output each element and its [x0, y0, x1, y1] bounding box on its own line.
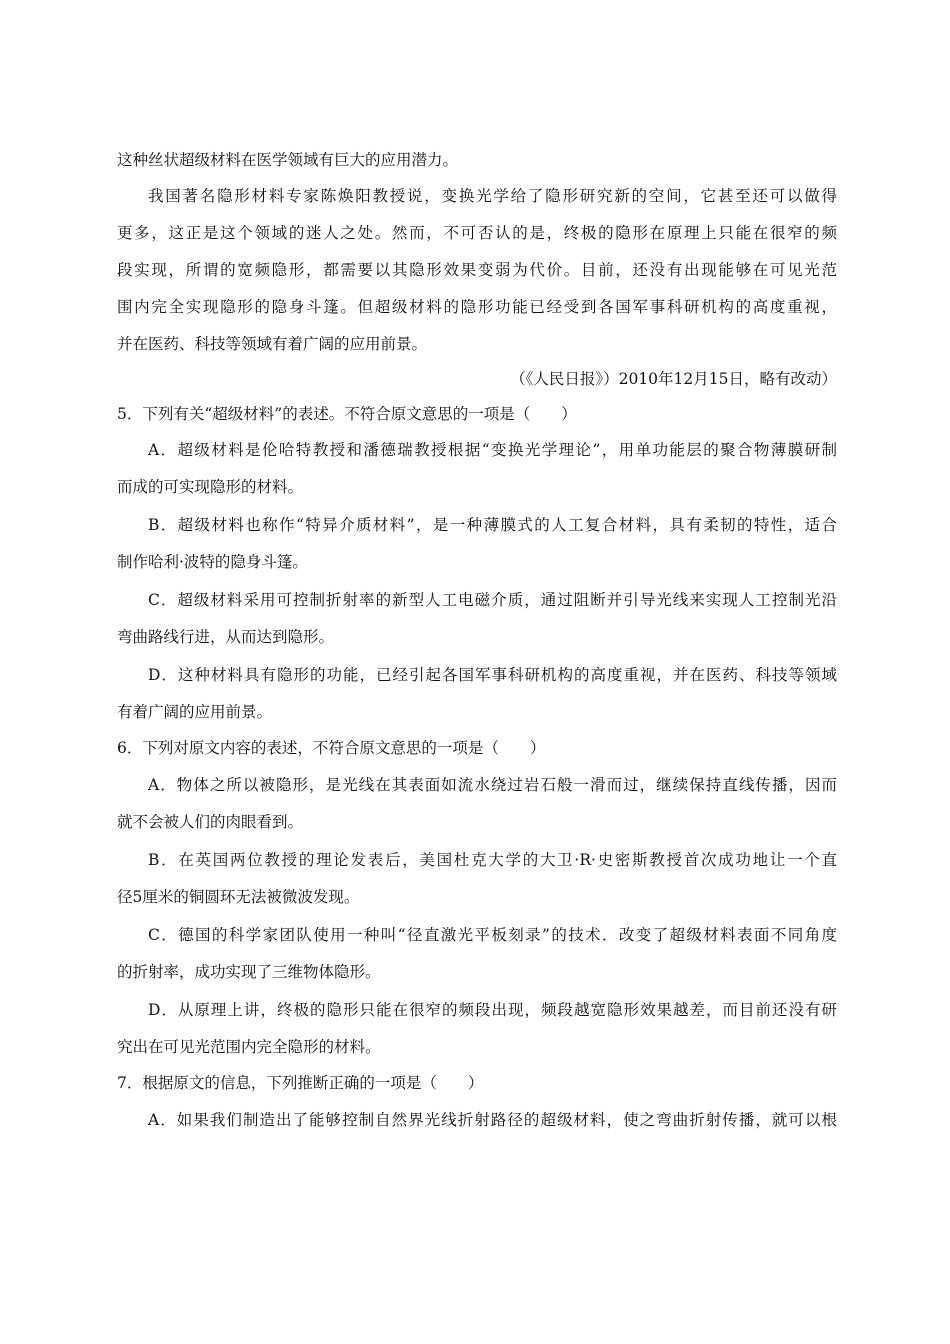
- question-stem: 7．根据原文的信息，下列推断正确的一项是（ ）: [117, 1074, 484, 1092]
- option-line: 究出在可见光范围内完全隐形的材料。: [117, 1038, 381, 1056]
- option-line: 有着广阔的应用前景。: [117, 703, 273, 721]
- option-line: C．超级材料采用可控制折射率的新型人工电磁介质，通过阻断并引导光线来实现人工控制光沿: [148, 591, 837, 609]
- option-line: 径5厘米的铜圆环无法被微波发现。: [117, 888, 360, 906]
- passage-paragraph-line: 段实现，所谓的宽频隐形，都需要以其隐形效果变弱为代价。目前，还没有出现能够在可见光范: [117, 261, 837, 279]
- option-line: C．德国的科学家团队使用一种叫“径直激光平板刻录”的技术．改变了超级材料表面不同角度: [148, 926, 837, 944]
- option-line: D．从原理上讲，终极的隐形只能在很窄的频段出现，频段越宽隐形效果越差，而目前还没有研: [148, 1001, 837, 1019]
- question-stem: 6．下列对原文内容的表述，不符合原文意思的一项是（ ）: [117, 739, 546, 757]
- option-line: 制作哈利·波特的隐身斗篷。: [117, 553, 308, 571]
- option-line: 的折射率，成功实现了三维物体隐形。: [117, 963, 381, 981]
- option-line: 就不会被人们的肉眼看到。: [117, 813, 304, 831]
- passage-paragraph-line: 并在医药、科技等领域有着广阔的应用前景。: [117, 335, 428, 353]
- passage-paragraph-line: 我国著名隐形材料专家陈焕阳教授说，变换光学给了隐形研究新的空间，它甚至还可以做得: [148, 187, 837, 205]
- passage-intro-line: 这种丝状超级材料在医学领域有巨大的应用潜力。: [117, 151, 459, 169]
- option-line: A．如果我们制造出了能够控制自然界光线折射路径的超级材料，使之弯曲折射传播，就可以根: [148, 1111, 837, 1129]
- passage-paragraph-line: 围内完全实现隐形的隐身斗篷。但超级材料的隐形功能已经受到各国军事科研机构的高度重视，: [117, 298, 837, 316]
- option-line: D．这种材料具有隐形的功能，已经引起各国军事科研机构的高度重视，并在医药、科技等领域: [148, 666, 837, 684]
- option-line: A．超级材料是伦哈特教授和潘德瑞教授根据“变换光学理论”，用单功能层的聚合物薄膜研制: [148, 441, 837, 459]
- option-line: 而成的可实现隐形的材料。: [117, 478, 304, 496]
- question-stem: 5．下列有关“超级材料”的表述。不符合原文意思的一项是（ ）: [117, 405, 577, 423]
- passage-paragraph-line: 更多，这正是这个领域的迷人之处。然而，不可否认的是，终极的隐形在原理上只能在很窄的频: [117, 224, 837, 242]
- option-line: A．物体之所以被隐形，是光线在其表面如流水绕过岩石般一滑而过，继续保持直线传播，因而: [148, 776, 837, 794]
- option-line: B．超级材料也称作“特异介质材料”，是一种薄膜式的人工复合材料，具有柔韧的特性，适合: [148, 516, 837, 534]
- passage-source: （《人民日报》）2010年12月15日，略有改动）: [510, 370, 837, 388]
- option-line: 弯曲路线行进，从而达到隐形。: [117, 628, 335, 646]
- option-line: B．在英国两位教授的理论发表后，美国杜克大学的大卫·R·史密斯教授首次成功地让一个直: [148, 851, 837, 869]
